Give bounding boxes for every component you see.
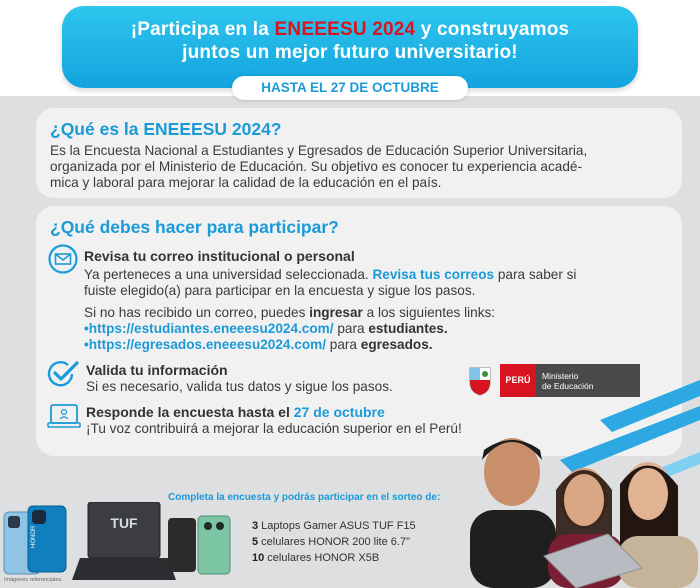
graduates-link-row	[84, 337, 674, 353]
graduates-link-suffix: para	[326, 337, 361, 352]
prize-honor-200	[252, 534, 416, 550]
step-check-email	[84, 248, 674, 353]
step3-title-a: Responde la encuesta hasta el	[86, 404, 294, 420]
prize-products-image	[0, 502, 250, 582]
banner-title-part2: y construyamos	[415, 19, 570, 40]
step1-alternative	[84, 305, 674, 321]
prize3-qty: 10	[252, 552, 265, 564]
students-link-suffix: para	[333, 321, 369, 336]
step2-title: Valida tu información	[86, 362, 228, 378]
step1-text-line2: fuiste elegido(a) para participar en la encuesta y sigue los pasos.	[84, 283, 476, 298]
prize3-text: celulares HONOR X5B	[264, 552, 380, 564]
ministry-line2: de Educación	[542, 381, 594, 391]
prize-list	[252, 518, 416, 566]
phone-brand-label: HONOR	[31, 525, 37, 548]
peru-label: PERÚ	[500, 364, 536, 397]
students-photo	[452, 430, 700, 588]
students-link[interactable]: •https://estudiantes.eneeesu2024.com/	[84, 321, 334, 336]
howto-heading: ¿Qué debes hacer para participar?	[50, 217, 339, 237]
deadline-badge: HASTA EL 27 DE OCTUBRE	[232, 76, 468, 100]
step1-alt-a: Si no has recibido un correo, puedes	[84, 305, 310, 320]
check-emails-highlight: Revisa tus correos	[372, 267, 495, 282]
banner-title-highlight: ENEEESU 2024	[274, 19, 416, 40]
step3-text: ¡Tu voz contribuirá a mejorar la educación superior en el Perú!	[86, 421, 462, 436]
banner-title	[62, 18, 638, 64]
ministry-line1: Ministerio	[542, 371, 579, 381]
laptop-brand-label: TUF	[110, 515, 138, 531]
about-heading: ¿Qué es la ENEEESU 2024?	[50, 119, 282, 139]
graduates-link-target: egresados.	[360, 337, 433, 352]
reference-images-note: Imágenes referenciales.	[4, 577, 63, 583]
step2-text: Si es necesario, valida tus datos y sigue los pasos.	[86, 379, 393, 394]
prize1-text: Laptops Gamer ASUS TUF F15	[258, 520, 416, 532]
step1-text-a: Ya perteneces a una universidad seleccionada.	[84, 267, 373, 282]
prize2-qty: 5	[252, 536, 259, 548]
step1-alt-bold: ingresar	[309, 305, 363, 320]
about-line-3: mica y laboral para mejorar la calidad de la educación en el país.	[50, 175, 442, 190]
prize-honor-x5b	[252, 550, 416, 566]
banner-title-line2: juntos un mejor futuro universitario!	[182, 42, 518, 63]
raffle-label: Completa la encuesta y podrás participar en el sorteo de:	[168, 492, 441, 503]
graduates-link[interactable]: •https://egresados.eneeesu2024.com/	[84, 337, 326, 352]
prize1-qty: 3	[252, 520, 259, 532]
about-text	[50, 143, 668, 191]
about-line-2: organizada por el Ministerio de Educación. Su objetivo es conocer tu experiencia acadé-	[50, 159, 582, 174]
prize-laptops	[252, 518, 416, 534]
mail-icon	[48, 244, 78, 274]
students-link-row	[84, 321, 674, 337]
banner-title-part1: ¡Participa en la	[130, 19, 275, 40]
step3-date: 27 de octubre	[293, 404, 385, 420]
step1-title: Revisa tu correo institucional o personal	[84, 248, 355, 264]
students-link-target: estudiantes.	[368, 321, 448, 336]
about-card	[36, 108, 682, 198]
step1-text-b: para saber si	[494, 267, 577, 282]
step1-text	[84, 267, 674, 299]
about-line-1: Es la Encuesta Nacional a Estudiantes y Egresados de Educación Superior Universitaria,	[50, 143, 588, 158]
step1-alt-b: a los siguientes links:	[362, 305, 496, 320]
prize2-text: celulares HONOR 200 lite 6.7"	[258, 536, 410, 548]
